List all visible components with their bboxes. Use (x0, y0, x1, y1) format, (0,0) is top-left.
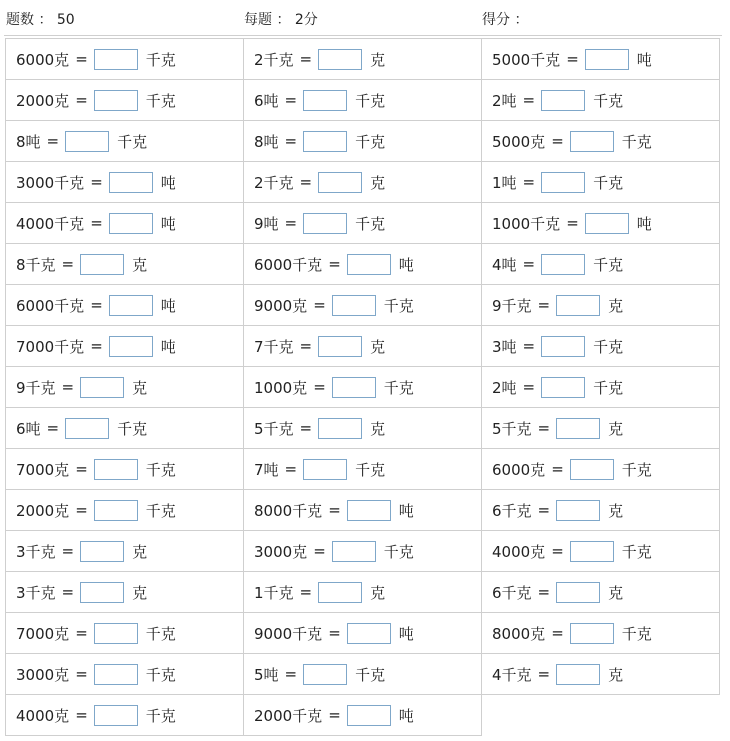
target-unit: 克 (608, 583, 624, 602)
answer-input[interactable] (94, 500, 138, 521)
problem-cell (5, 653, 244, 695)
equals-sign: = (61, 583, 75, 601)
equals-sign: = (328, 255, 341, 273)
problem-cell (481, 120, 720, 162)
equals-sign: = (75, 624, 88, 642)
problem-quantity: 4000克 (492, 542, 546, 561)
problem-quantity: 7000千克 (16, 337, 85, 356)
answer-input[interactable] (80, 254, 124, 275)
problem-quantity: 5000克 (492, 132, 546, 151)
equals-sign: = (284, 460, 298, 478)
problem-quantity: 5千克 (254, 419, 294, 438)
problem-cell (481, 38, 720, 80)
problem-quantity: 6吨 (254, 91, 279, 110)
answer-input[interactable] (541, 377, 585, 398)
answer-input[interactable] (303, 90, 347, 111)
problem-cell (243, 161, 482, 203)
equals-sign: = (90, 214, 103, 232)
answer-input[interactable] (556, 500, 600, 521)
answer-input[interactable] (556, 418, 600, 439)
target-unit: 千克 (117, 132, 148, 151)
target-unit: 克 (608, 419, 624, 438)
equals-sign: = (537, 296, 551, 314)
target-unit: 千克 (621, 460, 652, 479)
answer-input[interactable] (303, 213, 347, 234)
answer-input[interactable] (332, 377, 376, 398)
equals-sign: = (299, 337, 313, 355)
target-unit: 克 (132, 378, 148, 397)
equals-sign: = (284, 214, 298, 232)
problem-cell (243, 243, 482, 285)
target-unit: 克 (132, 583, 148, 602)
answer-input[interactable] (541, 336, 585, 357)
problem-quantity: 2千克 (254, 50, 294, 69)
problem-quantity: 7000克 (16, 460, 70, 479)
problem-cell (243, 366, 482, 408)
problem-quantity: 4000克 (16, 706, 70, 725)
answer-input[interactable] (109, 172, 153, 193)
problem-quantity: 8吨 (254, 132, 279, 151)
target-unit: 千克 (117, 419, 148, 438)
target-unit: 千克 (145, 665, 176, 684)
problem-cell (5, 694, 244, 736)
equals-sign: = (328, 501, 341, 519)
equals-sign: = (75, 501, 88, 519)
problem-cell (243, 448, 482, 490)
problem-cell (5, 366, 244, 408)
answer-input[interactable] (303, 131, 347, 152)
problem-cell (243, 530, 482, 572)
answer-input[interactable] (570, 131, 614, 152)
problem-cell (5, 530, 244, 572)
equals-sign: = (75, 91, 88, 109)
problem-quantity: 8000克 (492, 624, 546, 643)
question-count: 题数 ： 50 (6, 12, 75, 28)
target-unit: 克 (370, 337, 386, 356)
target-unit: 千克 (145, 91, 176, 110)
target-unit: 千克 (593, 91, 624, 110)
problem-cell (243, 202, 482, 244)
equals-sign: = (537, 583, 551, 601)
target-unit: 克 (608, 296, 624, 315)
problem-cell (5, 284, 244, 326)
target-unit: 克 (370, 50, 386, 69)
answer-input[interactable] (347, 254, 391, 275)
problem-quantity: 9千克 (16, 378, 56, 397)
target-unit: 吨 (636, 214, 652, 233)
problem-cell (5, 407, 244, 449)
target-unit: 千克 (145, 460, 176, 479)
problem-cell (481, 79, 720, 121)
answer-input[interactable] (80, 377, 124, 398)
equals-sign: = (313, 378, 326, 396)
target-unit: 吨 (636, 50, 652, 69)
equals-sign: = (284, 132, 298, 150)
answer-input[interactable] (556, 582, 600, 603)
answer-input[interactable] (94, 49, 138, 70)
equals-sign: = (522, 337, 536, 355)
target-unit: 千克 (145, 624, 176, 643)
answer-input[interactable] (541, 90, 585, 111)
problem-cell (5, 120, 244, 162)
equals-sign: = (90, 296, 103, 314)
problem-quantity: 6000克 (492, 460, 546, 479)
equals-sign: = (299, 173, 313, 191)
target-unit: 克 (132, 255, 148, 274)
answer-input[interactable] (570, 541, 614, 562)
equals-sign: = (551, 460, 564, 478)
answer-input[interactable] (541, 254, 585, 275)
target-unit: 克 (608, 501, 624, 520)
problem-quantity: 5000千克 (492, 50, 561, 69)
answer-input[interactable] (94, 623, 138, 644)
problem-quantity: 2000克 (16, 91, 70, 110)
answer-input[interactable] (65, 418, 109, 439)
problem-quantity: 1吨 (492, 173, 517, 192)
problem-quantity: 9吨 (254, 214, 279, 233)
answer-input[interactable] (541, 172, 585, 193)
problem-quantity: 6千克 (492, 501, 532, 520)
target-unit: 千克 (593, 378, 624, 397)
answer-input[interactable] (347, 705, 391, 726)
equals-sign: = (537, 501, 551, 519)
problem-cell (243, 407, 482, 449)
problem-cell (5, 325, 244, 367)
answer-input[interactable] (80, 582, 124, 603)
header-divider (4, 35, 722, 36)
problem-quantity: 6000克 (16, 50, 70, 69)
target-unit: 千克 (355, 132, 386, 151)
problem-cell (243, 612, 482, 654)
equals-sign: = (299, 419, 313, 437)
problem-quantity: 7吨 (254, 460, 279, 479)
answer-input[interactable] (556, 295, 600, 316)
problem-quantity: 3000克 (254, 542, 308, 561)
equals-sign: = (46, 419, 60, 437)
answer-input[interactable] (347, 623, 391, 644)
problem-quantity: 2吨 (492, 378, 517, 397)
equals-sign: = (75, 50, 88, 68)
equals-sign: = (284, 91, 298, 109)
answer-input[interactable] (347, 500, 391, 521)
problem-cell (481, 284, 720, 326)
answer-input[interactable] (109, 213, 153, 234)
problem-cell (481, 653, 720, 695)
problem-cell (5, 161, 244, 203)
problem-quantity: 6吨 (16, 419, 41, 438)
target-unit: 千克 (145, 706, 176, 725)
problem-cell (5, 571, 244, 613)
equals-sign: = (284, 665, 298, 683)
problem-quantity: 9千克 (492, 296, 532, 315)
equals-sign: = (566, 214, 579, 232)
answer-input[interactable] (109, 295, 153, 316)
problem-cell (243, 38, 482, 80)
problem-quantity: 2000千克 (254, 706, 323, 725)
problem-cell (481, 325, 720, 367)
answer-input[interactable] (570, 459, 614, 480)
problem-cell (243, 653, 482, 695)
equals-sign: = (551, 132, 564, 150)
problem-cell (243, 325, 482, 367)
answer-input[interactable] (318, 582, 362, 603)
target-unit: 千克 (355, 214, 386, 233)
problem-quantity: 1千克 (254, 583, 294, 602)
equals-sign: = (522, 91, 536, 109)
equals-sign: = (313, 296, 326, 314)
problem-cell (5, 489, 244, 531)
problem-cell (481, 202, 720, 244)
target-unit: 吨 (160, 296, 176, 315)
problem-quantity: 8000千克 (254, 501, 323, 520)
target-unit: 吨 (160, 337, 176, 356)
equals-sign: = (75, 706, 88, 724)
problem-quantity: 6千克 (492, 583, 532, 602)
equals-sign: = (61, 542, 75, 560)
problem-quantity: 3吨 (492, 337, 517, 356)
problem-quantity: 8吨 (16, 132, 41, 151)
target-unit: 千克 (383, 296, 414, 315)
problem-quantity: 7千克 (254, 337, 294, 356)
target-unit: 千克 (355, 460, 386, 479)
answer-input[interactable] (94, 90, 138, 111)
answer-input[interactable] (65, 131, 109, 152)
equals-sign: = (551, 542, 564, 560)
problem-cell (5, 243, 244, 285)
answer-input[interactable] (94, 664, 138, 685)
answer-input[interactable] (556, 664, 600, 685)
answer-input[interactable] (303, 664, 347, 685)
target-unit: 克 (608, 665, 624, 684)
target-unit: 千克 (621, 132, 652, 151)
answer-input[interactable] (94, 705, 138, 726)
problem-quantity: 6000千克 (16, 296, 85, 315)
target-unit: 吨 (398, 501, 414, 520)
equals-sign: = (551, 624, 564, 642)
equals-sign: = (522, 173, 536, 191)
answer-input[interactable] (332, 295, 376, 316)
problem-cell (481, 243, 720, 285)
problem-cell (243, 571, 482, 613)
problem-cell (243, 489, 482, 531)
equals-sign: = (522, 255, 536, 273)
answer-input[interactable] (318, 336, 362, 357)
target-unit: 千克 (621, 542, 652, 561)
equals-sign: = (299, 583, 313, 601)
target-unit: 克 (370, 583, 386, 602)
problem-quantity: 7000克 (16, 624, 70, 643)
target-unit: 吨 (160, 214, 176, 233)
target-unit: 千克 (355, 91, 386, 110)
problem-cell (481, 489, 720, 531)
equals-sign: = (46, 132, 60, 150)
problem-quantity: 1000克 (254, 378, 308, 397)
problem-cell (481, 366, 720, 408)
problem-cell (481, 407, 720, 449)
problem-cell (481, 530, 720, 572)
problem-cell (243, 694, 482, 736)
problem-cell (5, 612, 244, 654)
worksheet-header (0, 0, 730, 36)
problem-quantity: 3000千克 (16, 173, 85, 192)
equals-sign: = (537, 665, 551, 683)
target-unit: 千克 (593, 337, 624, 356)
problem-quantity: 4000千克 (16, 214, 85, 233)
equals-sign: = (537, 419, 551, 437)
equals-sign: = (90, 337, 103, 355)
answer-input[interactable] (585, 213, 629, 234)
answer-input[interactable] (318, 49, 362, 70)
target-unit: 千克 (145, 501, 176, 520)
target-unit: 克 (370, 419, 386, 438)
equals-sign: = (522, 378, 536, 396)
answer-input[interactable] (332, 541, 376, 562)
problem-cell (243, 79, 482, 121)
problem-quantity: 1000千克 (492, 214, 561, 233)
problem-quantity: 2千克 (254, 173, 294, 192)
problem-cell (481, 448, 720, 490)
problem-quantity: 3千克 (16, 583, 56, 602)
problem-cell (243, 284, 482, 326)
target-unit: 千克 (621, 624, 652, 643)
target-unit: 千克 (383, 378, 414, 397)
problem-cell (5, 38, 244, 80)
target-unit: 千克 (355, 665, 386, 684)
equals-sign: = (313, 542, 326, 560)
target-unit: 千克 (593, 255, 624, 274)
problem-quantity: 4吨 (492, 255, 517, 274)
points-per-question: 每题 ： 2分 (244, 12, 318, 28)
equals-sign: = (75, 665, 88, 683)
problem-quantity: 4千克 (492, 665, 532, 684)
answer-input[interactable] (109, 336, 153, 357)
problem-cell (481, 161, 720, 203)
problem-quantity: 9000千克 (254, 624, 323, 643)
problem-cell (481, 571, 720, 613)
target-unit: 克 (132, 542, 148, 561)
answer-input[interactable] (94, 459, 138, 480)
equals-sign: = (61, 378, 75, 396)
answer-input[interactable] (303, 459, 347, 480)
problem-quantity: 3千克 (16, 542, 56, 561)
target-unit: 千克 (383, 542, 414, 561)
answer-input[interactable] (80, 541, 124, 562)
equals-sign: = (566, 50, 579, 68)
problem-quantity: 6000千克 (254, 255, 323, 274)
equals-sign: = (75, 460, 88, 478)
problem-quantity: 2吨 (492, 91, 517, 110)
equals-sign: = (328, 706, 341, 724)
score-label: 得分 ： (482, 12, 529, 28)
problem-quantity: 8千克 (16, 255, 56, 274)
problem-quantity: 2000克 (16, 501, 70, 520)
target-unit: 吨 (398, 706, 414, 725)
problem-quantity: 5千克 (492, 419, 532, 438)
answer-input[interactable] (318, 418, 362, 439)
target-unit: 千克 (593, 173, 624, 192)
problem-quantity: 3000克 (16, 665, 70, 684)
answer-input[interactable] (585, 49, 629, 70)
target-unit: 克 (370, 173, 386, 192)
target-unit: 千克 (145, 50, 176, 69)
problem-cell (481, 612, 720, 654)
problem-cell (5, 448, 244, 490)
problem-cell (5, 202, 244, 244)
target-unit: 吨 (398, 255, 414, 274)
equals-sign: = (328, 624, 341, 642)
equals-sign: = (90, 173, 103, 191)
answer-input[interactable] (570, 623, 614, 644)
target-unit: 吨 (398, 624, 414, 643)
problem-cell (243, 120, 482, 162)
problem-cell (5, 79, 244, 121)
problem-quantity: 5吨 (254, 665, 279, 684)
target-unit: 吨 (160, 173, 176, 192)
equals-sign: = (61, 255, 75, 273)
equals-sign: = (299, 50, 313, 68)
problem-quantity: 9000克 (254, 296, 308, 315)
answer-input[interactable] (318, 172, 362, 193)
